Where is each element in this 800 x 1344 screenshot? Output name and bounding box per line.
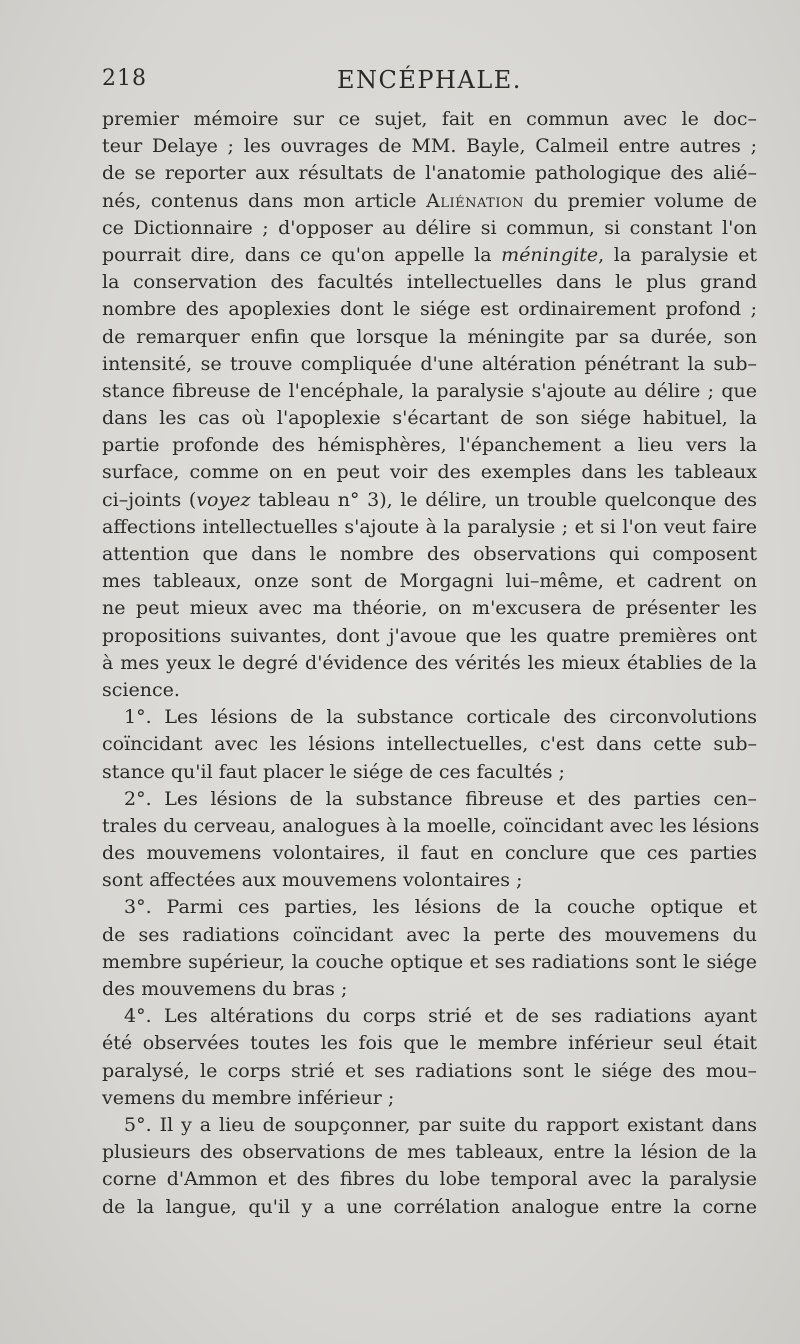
italic-term: méningite: [501, 243, 599, 266]
text-line: la conservation des facultés intellectuelles dans le plus grand: [102, 271, 757, 294]
text-line: science.: [102, 678, 180, 701]
text-line: à mes yeux le degré d'évidence des vérités les mieux établies de la: [102, 651, 757, 674]
text-line: premier mémoire sur ce sujet, fait en commun avec le doc–: [102, 108, 757, 130]
text-line: plusieurs des observations de mes tableaux, entre la lésion de la: [102, 1141, 757, 1164]
proposition-1: 1°. Les lésions de la substance corticale des circonvolutions: [124, 706, 757, 729]
italic-term: voyez: [196, 488, 251, 511]
text-line: de se reporter aux résultats de l'anatomie pathologique des alié–: [102, 162, 757, 185]
text-line: dans les cas où l'apoplexie s'écartant de son siége habituel, la: [102, 407, 757, 430]
text-line: [102, 242, 757, 269]
text-line: [102, 487, 757, 514]
text-line: surface, comme on en peut voir des exemples dans les tableaux: [102, 461, 757, 484]
text-line: propositions suivantes, dont j'avoue que les quatre premières ont: [102, 624, 757, 647]
text-fragment: du premier volume de: [524, 189, 757, 212]
text-line: intensité, se trouve compliquée d'une altération pénétrant la sub–: [102, 352, 757, 375]
proposition-4: 4°. Les altérations du corps strié et de ses radiations ayant: [124, 1005, 757, 1028]
text-line: ne peut mieux avec ma théorie, on m'excusera de présenter les: [102, 597, 757, 620]
text-line: des mouvemens volontaires, il faut en conclure que ces parties: [102, 842, 757, 865]
text-line: stance fibreuse de l'encéphale, la paralysie s'ajoute au délire ; que: [102, 379, 757, 402]
text-line: mes tableaux, onze sont de Morgagni lui–même, et cadrent on: [102, 570, 757, 593]
text-line: teur Delaye ; les ouvrages de MM. Bayle, Calmeil entre autres ;: [102, 135, 757, 158]
proposition-3: 3°. Parmi ces parties, les lésions de la couche optique et: [124, 896, 757, 919]
book-page: [102, 66, 760, 1221]
text-fragment: , la paralysie et: [598, 243, 757, 266]
text-fragment: pourrait dire, dans ce qu'on appelle la: [102, 243, 492, 266]
text-line: de la langue, qu'il y a une corrélation analogue entre la corne: [102, 1195, 757, 1218]
text-fragment: ci–joints (: [102, 488, 197, 511]
text-line: partie profonde des hémisphères, l'épanchement a lieu vers la: [102, 434, 757, 457]
text-line: [102, 188, 757, 215]
text-line: vemens du membre inférieur ;: [102, 1086, 395, 1109]
text-line: trales du cerveau, analogues à la moelle, coïncidant avec les lésions: [102, 814, 760, 837]
text-line: sont affectées aux mouvemens volontaires ;: [102, 869, 523, 892]
text-line: ce Dictionnaire ; d'opposer au délire si commun, si constant l'on: [102, 216, 757, 239]
text-line: été observées toutes les fois que le membre inférieur seul était: [102, 1032, 757, 1055]
text-line: de ses radiations coïncidant avec la perte des mouvemens du: [102, 923, 757, 946]
proposition-5: 5°. Il y a lieu de soupçonner, par suite du rapport existant dans: [124, 1113, 757, 1136]
text-line: des mouvemens du bras ;: [102, 978, 348, 1000]
text-fragment: tableau n° 3), le délire, un trouble quelconque des: [250, 488, 757, 511]
text-line: attention que dans le nombre des observations qui composent: [102, 543, 757, 565]
page-header: [102, 66, 757, 106]
running-head: ENCÉPHALE.: [337, 66, 522, 94]
proposition-2: 2°. Les lésions de la substance fibreuse et des parties cen–: [124, 787, 757, 810]
text-line: de remarquer enfin que lorsque la méningite par sa durée, son: [102, 325, 757, 348]
text-line: coïncidant avec les lésions intellectuelles, c'est dans cette sub–: [102, 733, 757, 756]
text-line: membre supérieur, la couche optique et ses radiations sont le siége: [102, 950, 757, 973]
text-line: nombre des apoplexies dont le siége est ordinairement profond ;: [102, 298, 757, 321]
text-line: paralysé, le corps strié et ses radiations sont le siége des mou–: [102, 1059, 757, 1082]
text-fragment: nés, contenus dans mon article: [102, 189, 417, 212]
text-line: corne d'Ammon et des fibres du lobe temporal avec la paralysie: [102, 1168, 757, 1191]
page-number: 218: [102, 66, 147, 91]
text-line: affections intellectuelles s'ajoute à la paralysie ; et si l'on veut faire: [102, 515, 757, 538]
body-text: [102, 106, 760, 1221]
text-line: stance qu'il faut placer le siége de ces facultés ;: [102, 760, 565, 783]
article-reference: Aliénation: [426, 189, 524, 212]
